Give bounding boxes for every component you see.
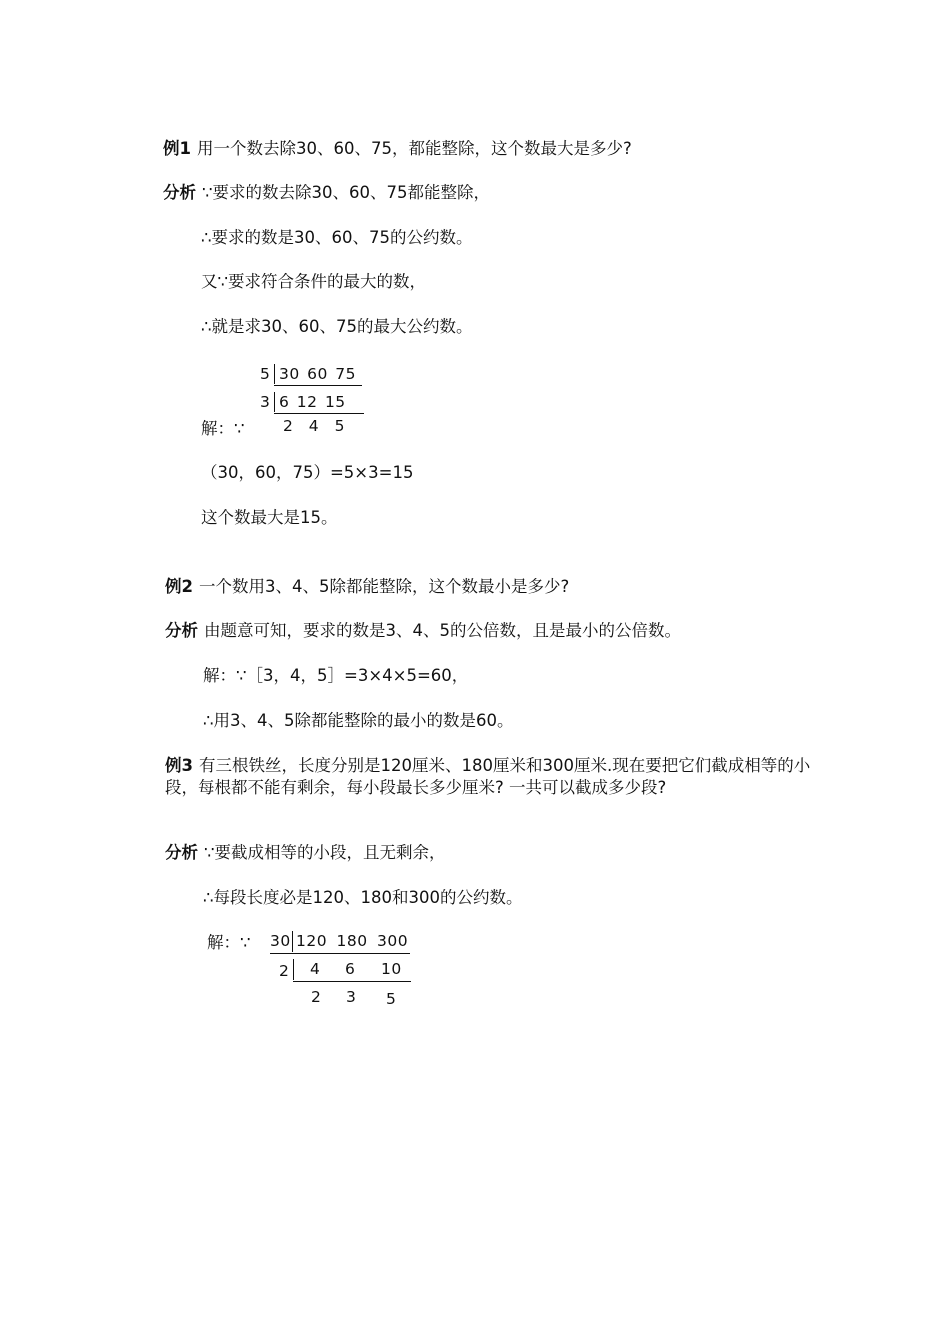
- example-3-question: 有三根铁丝，长度分别是120厘米、180厘米和300厘米.现在要把它们截成相等的小段，每根都不能有剩余，每小段最长多少厘米? 一共可以截成多少段?: [165, 756, 811, 797]
- example-3-analysis-2: ∴每段长度必是120、180和300的公约数。: [203, 888, 523, 907]
- ex3-div-row2-number-2: 6: [345, 960, 356, 978]
- example-2-question: 一个数用3、4、5除都能整除，这个数最小是多少?: [198, 577, 570, 596]
- ex1-div-bracket-2: [274, 392, 275, 412]
- example-1-analysis-label: 分析: [163, 183, 196, 202]
- ex1-div-row1-numbers: 30 60 75: [279, 365, 357, 383]
- example-3-label: 例3: [165, 756, 193, 775]
- example-1-analysis-line: [163, 182, 490, 204]
- ex1-div-row1-divisor: 5: [260, 365, 271, 383]
- example-1-analysis-1: ∵要求的数去除30、60、75都能整除，: [202, 183, 490, 202]
- example-1-gcd-line: （30，60，75）=5×3=15: [201, 463, 414, 482]
- example-1-label: 例1: [163, 139, 191, 158]
- ex3-div-rule-2: [293, 981, 411, 982]
- ex1-div-row2-numbers: 6 12 15: [279, 393, 346, 411]
- example-2-question-line: [165, 576, 569, 598]
- ex1-div-bracket-1: [274, 364, 275, 384]
- ex3-div-row1-numbers: 120 180 300: [296, 932, 409, 950]
- ex3-div-row2-number-1: 4: [310, 960, 321, 978]
- example-3-analysis-1: ∵要截成相等的小段，且无剩余，: [204, 843, 446, 862]
- example-1-question-line: [163, 138, 632, 160]
- example-2-label: 例2: [165, 577, 193, 596]
- example-1-analysis-3: 又∵要求符合条件的最大的数，: [201, 272, 426, 291]
- example-3-analysis-line: [165, 842, 446, 864]
- ex1-div-row2-divisor: 3: [260, 393, 271, 411]
- example-1-solution-label: 解：∵: [201, 419, 245, 438]
- ex3-div-rule-1: [270, 953, 410, 954]
- example-1-answer: 这个数最大是15。: [201, 508, 338, 527]
- ex3-div-result-3: 5: [386, 990, 397, 1008]
- ex1-div-rule-1: [274, 385, 362, 386]
- ex1-div-result: 2 4 5: [283, 417, 345, 435]
- ex3-div-result-2: 3: [346, 988, 357, 1006]
- ex3-div-result-1: 2: [311, 988, 322, 1006]
- example-2-answer: ∴用3、4、5除都能整除的最小的数是60。: [203, 711, 514, 730]
- example-2-analysis: 由题意可知，要求的数是3、4、5的公倍数，且是最小的公倍数。: [204, 621, 681, 640]
- example-2-solution: 解：∵［3，4，5］=3×4×5=60，: [203, 666, 469, 685]
- example-1-analysis-4: ∴就是求30、60、75的最大公约数。: [201, 317, 473, 336]
- example-2-analysis-line: [165, 620, 681, 642]
- example-1-question: 用一个数去除30、60、75，都能整除，这个数最大是多少?: [196, 139, 632, 158]
- example-3-solution-label: 解：∵: [207, 933, 251, 952]
- example-2-analysis-label: 分析: [165, 621, 198, 640]
- ex1-div-rule-2: [274, 413, 364, 414]
- example-3-question-paragraph: [165, 755, 825, 799]
- ex3-div-row2-number-3: 10: [381, 960, 402, 978]
- example-3-analysis-label: 分析: [165, 843, 198, 862]
- ex3-div-row2-divisor: 2: [279, 962, 290, 980]
- example-1-analysis-2: ∴要求的数是30、60、75的公约数。: [201, 228, 473, 247]
- ex3-div-bracket-2: [293, 959, 294, 980]
- ex3-div-row1-divisor: 30: [270, 932, 291, 950]
- ex3-div-bracket-1: [292, 931, 293, 952]
